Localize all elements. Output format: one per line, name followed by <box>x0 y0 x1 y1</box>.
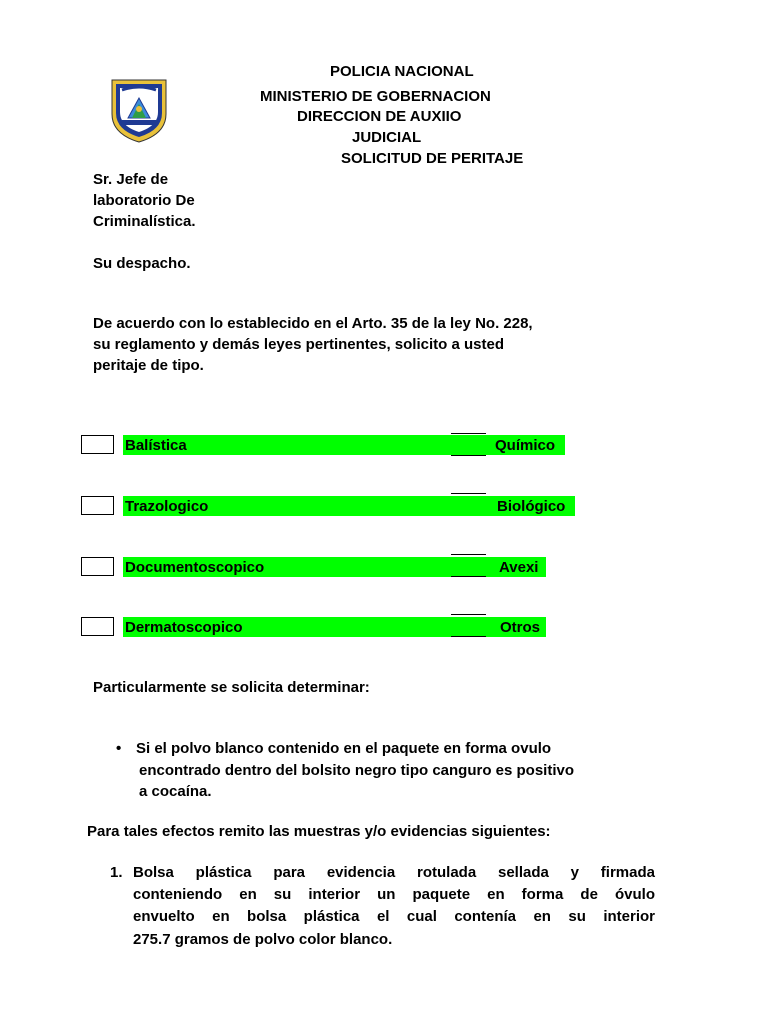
intro-line-3: peritaje de tipo. <box>93 357 204 374</box>
checkbox-dermatoscopico[interactable] <box>81 617 114 636</box>
blank-line-top <box>451 433 486 434</box>
bullet-dot: • <box>116 740 122 757</box>
option-label-trazologico: Trazologico <box>125 498 209 515</box>
evidence-line-2: conteniendo en su interior un paquete en forma de óvulo <box>133 886 655 903</box>
intro-line-1: De acuerdo con lo establecido en el Arto. 35 de la ley No. 228, <box>93 315 533 332</box>
bullet-line-2: encontrado dentro del bolsito negro tipo canguro es positivo <box>139 762 575 779</box>
evidence-line-4: 275.7 gramos de polvo color blanco. <box>133 931 393 948</box>
greeting: Su despacho. <box>93 255 191 272</box>
recipient-line-3: Criminalística. <box>93 213 196 230</box>
option-label-documentoscopico: Documentoscopico <box>125 559 265 576</box>
police-shield-logo <box>108 76 170 144</box>
blank-line-top <box>451 614 486 615</box>
checkbox-trazologico[interactable] <box>81 496 114 515</box>
evidence-line-3: envuelto en bolsa plástica el cual contenía en su interior <box>133 908 655 925</box>
header-line-1: POLICIA NACIONAL <box>330 63 474 80</box>
option-label-dermatoscopico: Dermatoscopico <box>125 619 243 636</box>
bullet-line-3: a cocaína. <box>139 783 212 800</box>
blank-line-top <box>451 554 486 555</box>
blank-line-bottom <box>451 636 486 637</box>
request-heading: Particularmente se solicita determinar: <box>93 679 370 696</box>
recipient-line-2: laboratorio De <box>93 192 195 209</box>
blank-line-bottom <box>451 576 486 577</box>
recipient-line-1: Sr. Jefe de <box>93 171 169 188</box>
document-title: SOLICITUD DE PERITAJE <box>341 150 524 167</box>
blank-line-bottom <box>451 455 486 456</box>
bullet-line-1: Si el polvo blanco contenido en el paquete en forma ovulo <box>136 740 552 757</box>
blank-line-top <box>451 493 486 494</box>
checkbox-balistica[interactable] <box>81 435 114 454</box>
checkbox-documentoscopico[interactable] <box>81 557 114 576</box>
intro-line-2: su reglamento y demás leyes pertinentes, solicito a usted <box>93 336 504 353</box>
option-label-balistica: Balística <box>125 437 187 454</box>
evidence-heading: Para tales efectos remito las muestras y/o evidencias siguientes: <box>87 823 551 840</box>
option-label-avexi: Avexi <box>499 559 539 576</box>
header-line-2: MINISTERIO DE GOBERNACION <box>260 88 491 105</box>
header-line-4: JUDICIAL <box>352 129 422 146</box>
option-label-quimico: Químico <box>495 437 556 454</box>
header-line-3: DIRECCION DE AUXIIO <box>297 108 462 125</box>
option-label-biologico: Biológico <box>497 498 566 515</box>
option-label-otros: Otros <box>500 619 541 636</box>
list-number: 1. <box>110 864 123 881</box>
evidence-line-1: Bolsa plástica para evidencia rotulada sellada y firmada <box>133 864 655 881</box>
